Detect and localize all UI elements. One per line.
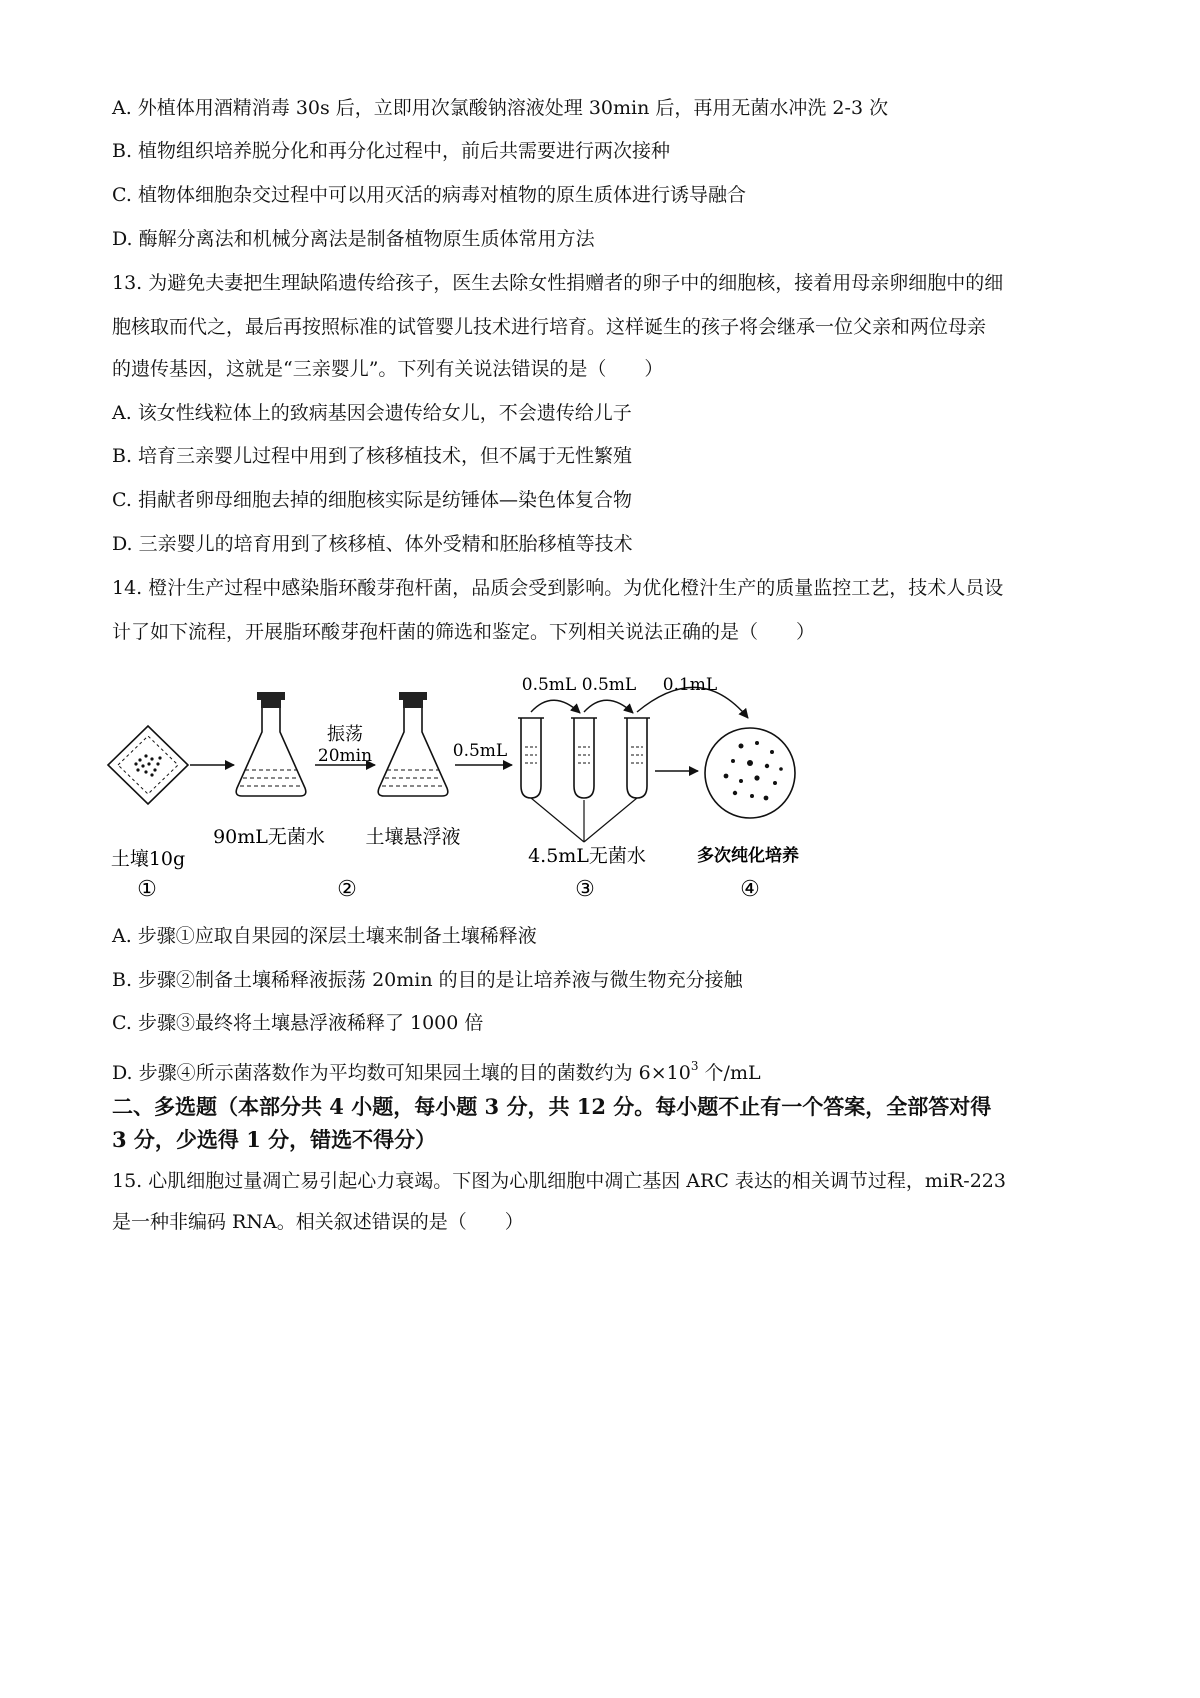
- connector-tube1: [531, 798, 584, 842]
- q14-option-d: [112, 1053, 1102, 1086]
- step-1-marker: ①: [137, 877, 157, 902]
- q13-stem-line1: 13. 为避免夫妻把生理缺陷遗传给孩子，医生去除女性捐赠者的卵子中的细胞核，接着用母亲卵细胞中的细: [112, 272, 1004, 294]
- connector-tube3: [584, 798, 637, 842]
- q14-option-d-exponent: 3: [690, 1059, 699, 1073]
- test-tube-1-icon: [518, 718, 544, 798]
- flask-2-icon: [378, 692, 448, 796]
- label-shake: 振荡: [327, 724, 363, 745]
- q12-option-d: D. 酶解分离法和机械分离法是制备植物原生质体常用方法: [112, 228, 595, 250]
- q13-option-a: A. 该女性线粒体上的致病基因会遗传给女儿，不会遗传给儿子: [112, 402, 632, 424]
- arrow-tube2-to-tube3: [584, 700, 633, 713]
- q15-stem-line2: 是一种非编码 RNA。相关叙述错误的是（ ）: [112, 1211, 524, 1233]
- label-transfer-3: 0.5mL: [581, 675, 637, 695]
- label-tubes: 4.5mL无菌水: [528, 845, 646, 867]
- label-transfer-4: 0.1mL: [662, 675, 718, 695]
- soil-sample-icon: [108, 726, 188, 804]
- q12-option-c: C. 植物体细胞杂交过程中可以用灭活的病毒对植物的原生质体进行诱导融合: [112, 184, 746, 206]
- q14-stem-line1: 14. 橙汁生产过程中感染脂环酸芽孢杆菌，品质会受到影响。为优化橙汁生产的质量监控工艺，技术人员设: [112, 577, 1004, 599]
- flask-1-icon: [236, 692, 306, 796]
- label-transfer-2: 0.5mL: [521, 675, 577, 695]
- section-2-header-line1: 二、多选题（本部分共 4 小题，每小题 3 分，共 12 分。每小题不止有一个答案，全部答对得: [112, 1094, 992, 1119]
- q14-option-d-unit: 个/mL: [698, 1062, 761, 1084]
- label-flask2: 土壤悬浮液: [365, 826, 461, 848]
- q12-option-a: A. 外植体用酒精消毒 30s 后，立即用次氯酸钠溶液处理 30min 后，再用无菌水冲洗 2-3 次: [112, 97, 889, 119]
- step-3-marker: ③: [575, 877, 595, 902]
- q14-stem-line2: 计了如下流程，开展脂环酸芽孢杆菌的筛选和鉴定。下列相关说法正确的是（ ）: [112, 621, 816, 643]
- q14-option-c: C. 步骤③最终将土壤悬浮液稀释了 1000 倍: [112, 1012, 484, 1034]
- step-2-marker: ②: [337, 877, 357, 902]
- q15-stem-line1: 15. 心肌细胞过量凋亡易引起心力衰竭。下图为心肌细胞中凋亡基因 ARC 表达的相关调节过程，miR-223: [112, 1170, 1006, 1192]
- q14-option-d-text: D. 步骤④所示菌落数作为平均数可知果园土壤的目的菌数约为 6×10: [112, 1062, 691, 1084]
- q13-option-c: C. 捐献者卵母细胞去掉的细胞核实际是纺锤体—染色体复合物: [112, 489, 632, 511]
- label-flask1: 90mL无菌水: [213, 826, 325, 848]
- petri-dish-icon: [705, 728, 795, 818]
- q14-flow-diagram: [100, 660, 860, 910]
- q13-option-b: B. 培育三亲婴儿过程中用到了核移植技术，但不属于无性繁殖: [112, 445, 633, 467]
- test-tube-3-icon: [624, 718, 650, 798]
- q14-option-a: A. 步骤①应取自果园的深层土壤来制备土壤稀释液: [112, 925, 537, 947]
- label-transfer-1: 0.5mL: [452, 741, 508, 761]
- q13-stem-line3: 的遗传基因，这就是“三亲婴儿”。下列有关说法错误的是（ ）: [112, 358, 664, 380]
- label-plate: 多次纯化培养: [697, 846, 799, 866]
- q12-option-b: B. 植物组织培养脱分化和再分化过程中，前后共需要进行两次接种: [112, 140, 671, 162]
- q14-option-b: B. 步骤②制备土壤稀释液振荡 20min 的目的是让培养液与微生物充分接触: [112, 969, 743, 991]
- step-4-marker: ④: [740, 877, 760, 902]
- arrow-tube1-to-tube2: [531, 700, 580, 713]
- label-shake-time: 20min: [317, 746, 373, 766]
- section-2-header-line2: 3 分，少选得 1 分，错选不得分）: [112, 1127, 437, 1152]
- label-soil: 土壤10g: [110, 848, 186, 870]
- q13-option-d: D. 三亲婴儿的培育用到了核移植、体外受精和胚胎移植等技术: [112, 533, 633, 555]
- test-tube-2-icon: [571, 718, 597, 798]
- q13-stem-line2: 胞核取而代之，最后再按照标准的试管婴儿技术进行培育。这样诞生的孩子将会继承一位父亲和两位母亲: [112, 316, 987, 338]
